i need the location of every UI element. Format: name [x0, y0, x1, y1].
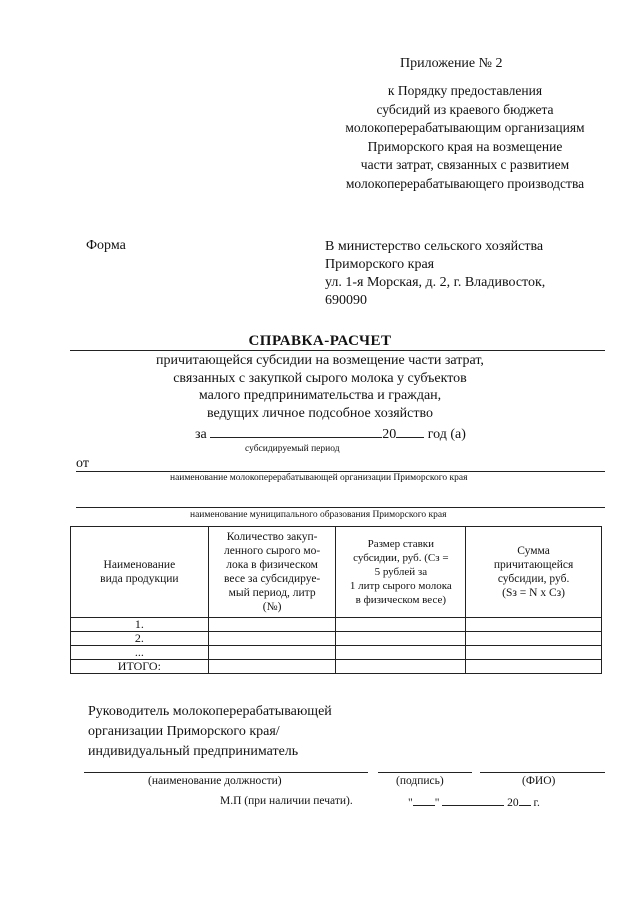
header-line: причитающейся: [493, 559, 574, 571]
header-line: весе за субсидируе-: [223, 573, 321, 585]
header-line: субсидии, руб.: [497, 573, 570, 585]
document-subtitle: [120, 352, 520, 422]
appendix-line: молокоперерабатывающего производства: [345, 175, 585, 191]
municipality-field[interactable]: [76, 507, 605, 508]
header-line: 5 рублей за: [374, 566, 428, 578]
header-line: мый период, литр: [228, 587, 316, 599]
signatory-line: Руководитель молокоперерабатывающей: [88, 704, 332, 719]
subtitle-line: связанных с закупкой сырого молока у субъектов: [173, 370, 467, 386]
header-line: Размер ставки: [367, 538, 435, 550]
header-line: ленного сырого мо-: [224, 545, 321, 557]
period-year-field[interactable]: [396, 425, 424, 438]
rate-cell[interactable]: [336, 618, 466, 632]
appendix-line: части затрат, связанных с развитием: [360, 157, 570, 172]
total-rate-cell[interactable]: [336, 660, 466, 674]
date-row: [408, 795, 540, 809]
subtitle-line: причитающейся субсидии на возмещение части затрат,: [156, 353, 484, 368]
signatory-line: организации Приморского края/: [88, 724, 280, 739]
appendix-description: [315, 82, 615, 193]
row-number: 2.: [71, 632, 209, 646]
appendix-line: к Порядку предоставления: [387, 83, 543, 98]
total-amount-cell[interactable]: [466, 660, 602, 674]
rate-cell[interactable]: [336, 646, 466, 660]
header-line: в физическом весе): [355, 594, 447, 606]
amount-cell[interactable]: [466, 618, 602, 632]
table-total-row: [71, 660, 602, 674]
subsidy-table: [70, 526, 602, 674]
quantity-cell[interactable]: [208, 618, 336, 632]
period-prefix: за: [195, 427, 207, 442]
quantity-cell[interactable]: [208, 646, 336, 660]
full-name-field[interactable]: [480, 772, 605, 773]
period-suffix: год (а): [427, 427, 466, 442]
position-field[interactable]: [84, 772, 368, 773]
title-underline: [70, 350, 605, 351]
column-header-rate: [336, 527, 466, 618]
quantity-cell[interactable]: [208, 632, 336, 646]
date-quote-open: ": [408, 797, 413, 809]
full-name-caption: (ФИО): [522, 775, 556, 787]
date-year-field[interactable]: [519, 795, 531, 806]
period-field[interactable]: [210, 425, 382, 438]
date-suffix: г.: [533, 797, 540, 809]
organization-caption: наименование молокоперерабатывающей организации Приморского края: [170, 473, 468, 483]
column-header-quantity: [208, 527, 336, 618]
appendix-line: Приморского края на возмещение: [367, 138, 563, 154]
addressee-line: В министерство сельского хозяйства: [325, 239, 544, 254]
total-label: ИТОГО:: [71, 660, 209, 674]
subtitle-line: малого предпринимательства и граждан,: [198, 388, 442, 403]
table-row: [71, 646, 602, 660]
header-line: (№): [262, 601, 282, 613]
stamp-note: М.П (при наличии печати).: [220, 795, 353, 807]
addressee-line: 690090: [325, 293, 367, 308]
header-line: Количество закуп-: [226, 531, 318, 543]
date-month-field[interactable]: [442, 795, 504, 806]
amount-cell[interactable]: [466, 632, 602, 646]
addressee-block: [325, 238, 545, 310]
signature-caption: (подпись): [396, 775, 444, 787]
municipality-caption: наименование муниципального образования Приморского края: [190, 510, 447, 520]
row-number: ...: [71, 646, 209, 660]
header-line: (Sз = N x Сз): [502, 587, 566, 599]
organization-field[interactable]: [76, 471, 605, 472]
period-caption: субсидируемый период: [245, 444, 340, 454]
signatory-block: [88, 702, 332, 762]
addressee-line: ул. 1-я Морская, д. 2, г. Владивосток,: [325, 275, 546, 290]
table-header-row: [71, 527, 602, 618]
date-year: 20: [507, 797, 519, 809]
header-line: субсидии, руб. (Сз =: [353, 552, 449, 564]
header-line: Наименование: [103, 559, 176, 571]
table-row: [71, 618, 602, 632]
signature-field[interactable]: [378, 772, 472, 773]
document-title: СПРАВКА-РАСЧЕТ: [248, 333, 392, 349]
addressee-line: Приморского края: [325, 257, 435, 272]
column-header-product: [71, 527, 209, 618]
amount-cell[interactable]: [466, 646, 602, 660]
header-line: лока в физическом: [226, 559, 318, 571]
column-header-amount: [466, 527, 602, 618]
date-day-field[interactable]: [413, 795, 435, 806]
row-number: 1.: [71, 618, 209, 632]
appendix-line: молокоперерабатывающим организациям: [345, 120, 585, 135]
header-line: Сумма: [517, 545, 550, 557]
period-row: [195, 425, 466, 443]
from-label: от: [76, 456, 89, 471]
appendix-title: Приложение № 2: [400, 56, 503, 71]
header-line: 1 литр сырого молока: [349, 580, 452, 592]
form-label: Форма: [86, 238, 126, 253]
date-quote-close: ": [434, 797, 440, 809]
subtitle-line: ведущих личное подсобное хозяйство: [206, 405, 434, 421]
total-quantity-cell[interactable]: [208, 660, 336, 674]
position-caption: (наименование должности): [148, 775, 282, 787]
header-line: вида продукции: [100, 573, 179, 585]
table-row: [71, 632, 602, 646]
signatory-line: индивидуальный предприниматель: [88, 744, 299, 759]
appendix-line: субсидий из краевого бюджета: [376, 101, 554, 117]
rate-cell[interactable]: [336, 632, 466, 646]
period-year: 20: [382, 427, 397, 442]
